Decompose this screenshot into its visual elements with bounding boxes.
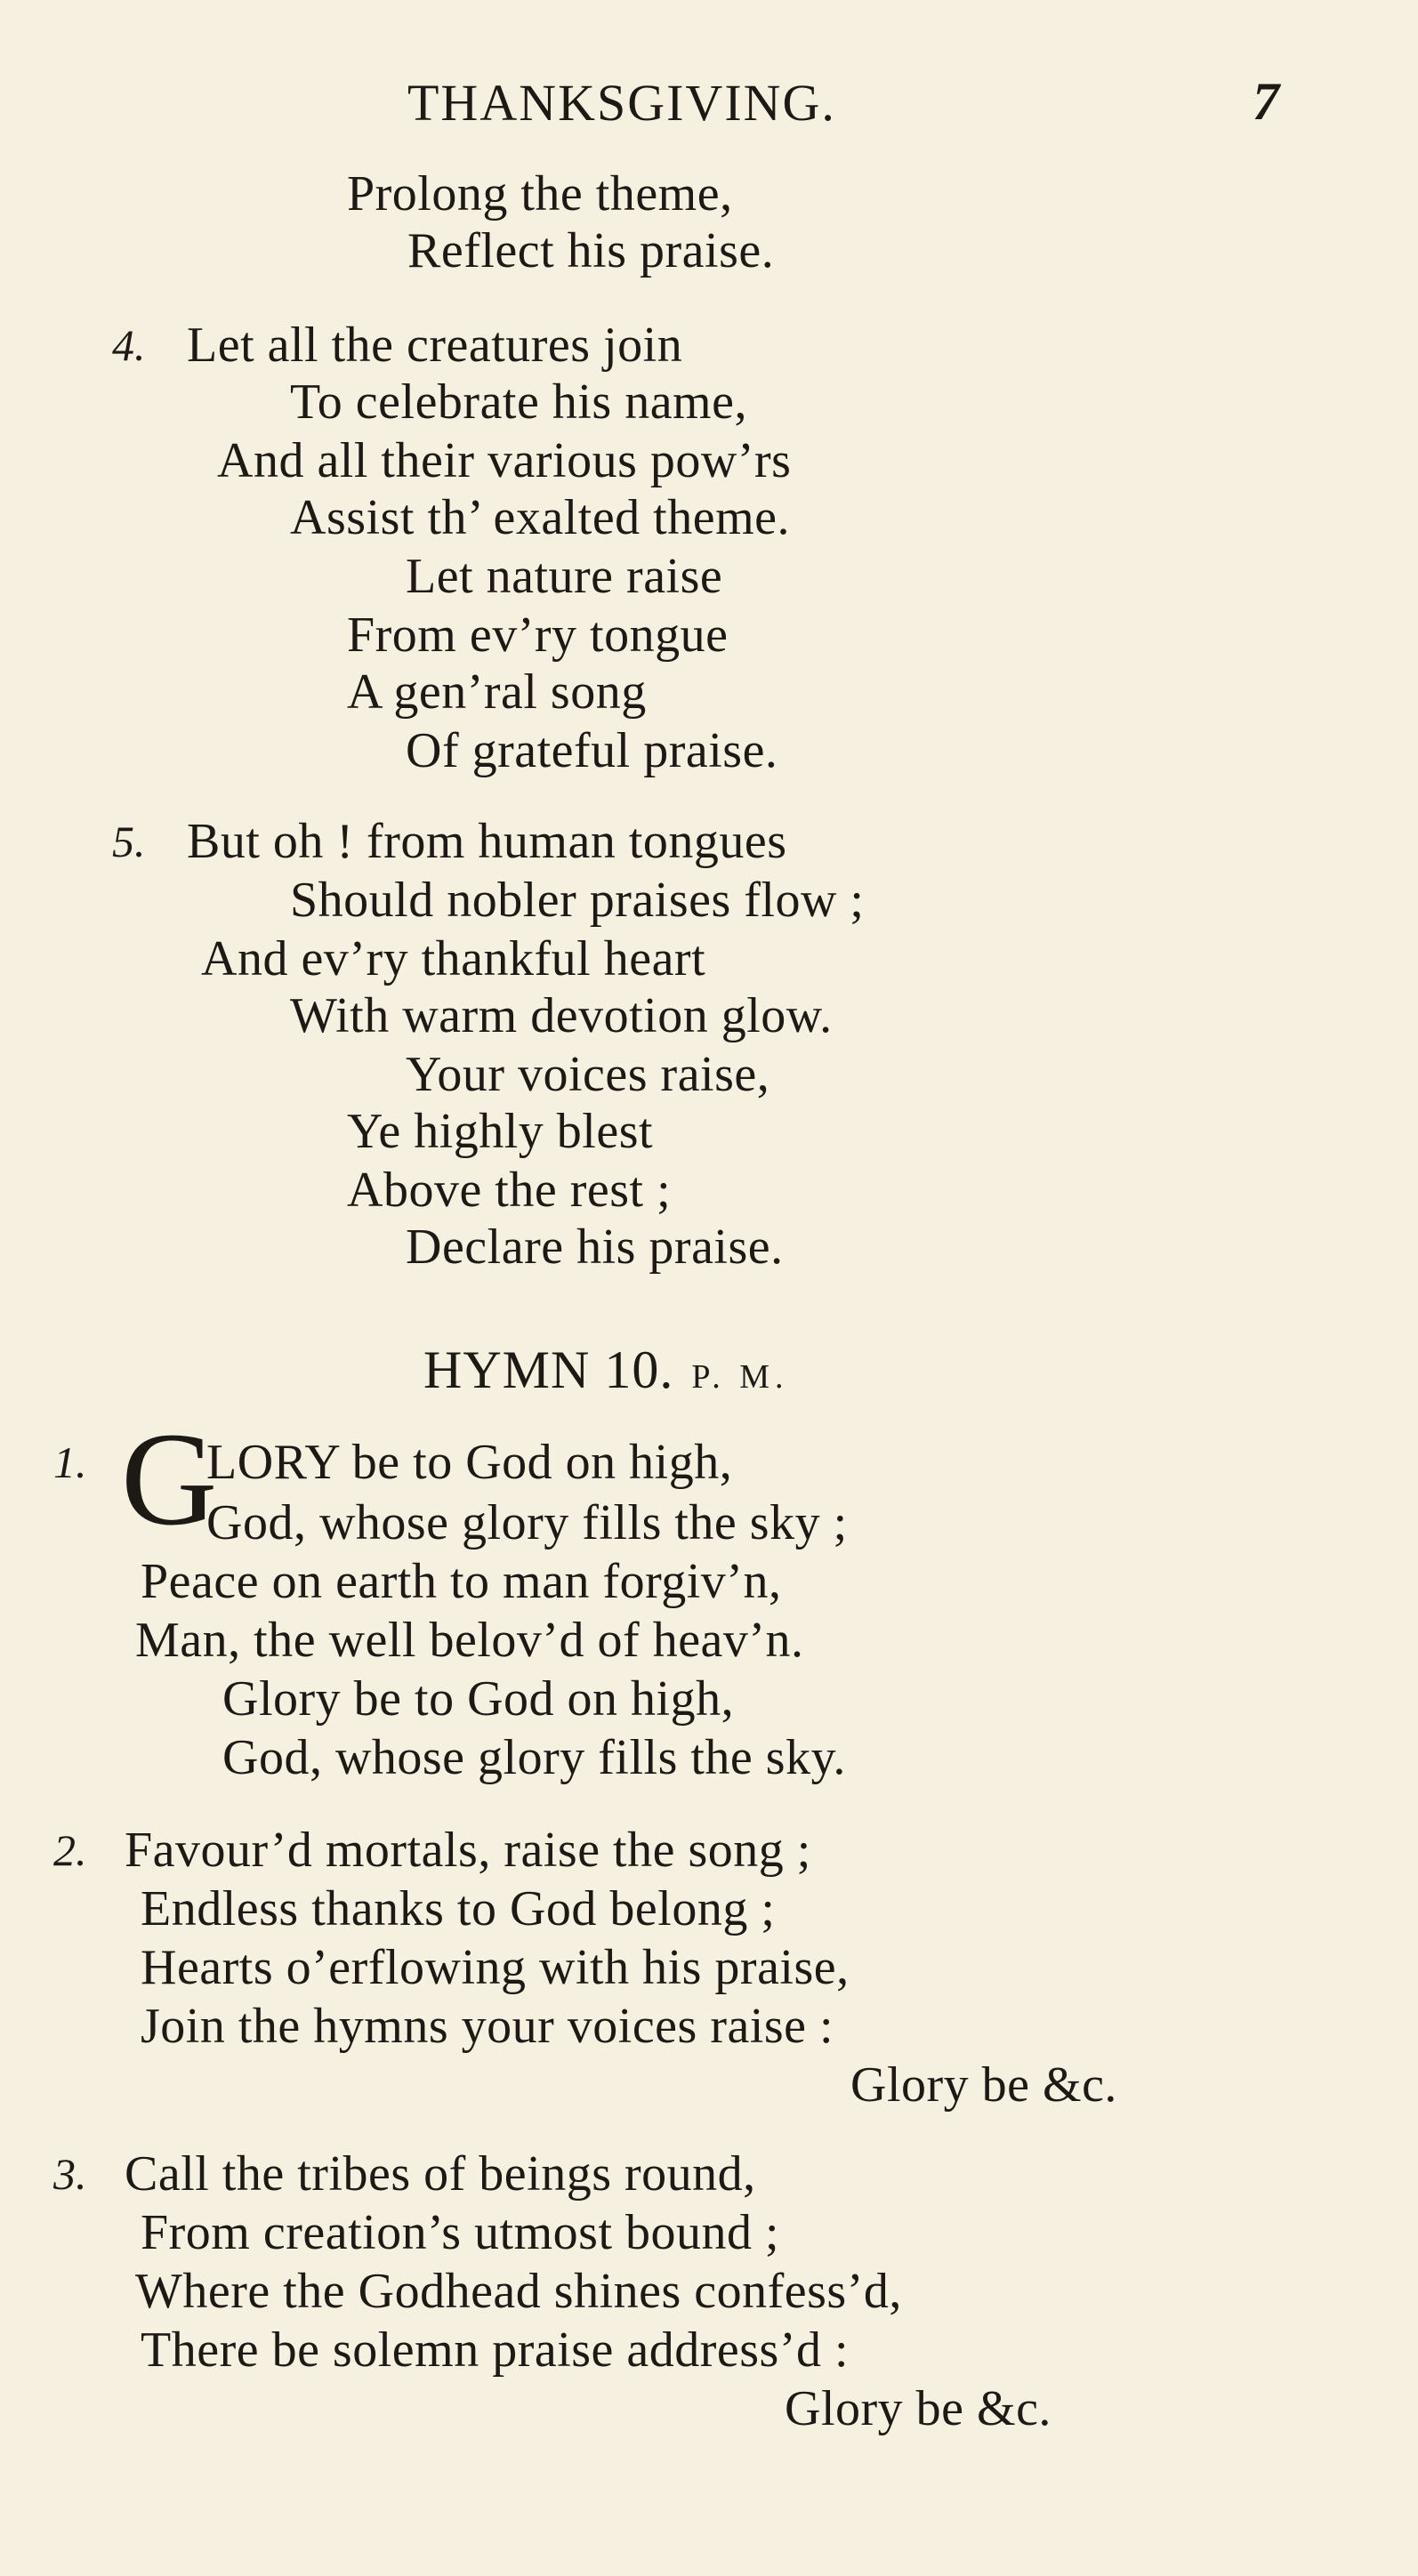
- verse-line: Let nature raise: [406, 549, 723, 604]
- verse-line: God, whose glory fills the sky.: [222, 1730, 846, 1785]
- verse-line: There be solemn praise address’d :: [141, 2322, 850, 2378]
- verse-line: Above the rest ;: [347, 1163, 672, 1218]
- verse-line: Should nobler praises flow ;: [290, 873, 865, 928]
- verse-line: But oh ! from human tongues: [187, 814, 787, 869]
- verse-line: Declare his praise.: [406, 1220, 784, 1275]
- verse-line: From creation’s utmost bound ;: [141, 2205, 780, 2260]
- verse-line: Call the tribes of beings round,: [125, 2146, 756, 2202]
- stanza-number: 2.: [53, 1825, 87, 1875]
- stanza-number: 3.: [53, 2149, 87, 2199]
- hymn-meter: P. M.: [691, 1358, 789, 1396]
- verse-line: And all their various pow’rs: [217, 433, 792, 488]
- page-number: 7: [1253, 72, 1279, 131]
- verse-line: Man, the well belov’d of heav’n.: [135, 1613, 804, 1668]
- stanza-number: 1.: [53, 1437, 87, 1487]
- verse-line: From ev’ry tongue: [347, 608, 729, 663]
- verse-line: Reflect his praise.: [407, 223, 775, 278]
- verse-line: Endless thanks to God belong ;: [141, 1881, 776, 1936]
- running-header: THANKSGIVING.: [407, 74, 836, 132]
- hymn-title-text: HYMN 10.: [423, 1340, 674, 1399]
- stanza-number: 5.: [112, 817, 146, 866]
- verse-line: With warm devotion glow.: [290, 988, 833, 1043]
- verse-line: To celebrate his name,: [290, 374, 747, 430]
- verse-line: Join the hymns your voices raise :: [141, 1999, 834, 2054]
- verse-line: Where the Godhead shines confess’d,: [135, 2264, 902, 2319]
- verse-line: Assist th’ exalted theme.: [290, 490, 790, 545]
- drop-cap: G: [121, 1405, 218, 1553]
- verse-line: Of grateful praise.: [406, 723, 778, 778]
- verse-line: A gen’ral song: [347, 664, 647, 720]
- verse-line: Your voices raise,: [406, 1047, 770, 1102]
- verse-line-refrain: Glory be &c.: [850, 2057, 1117, 2113]
- verse-line: Let all the creatures join: [187, 318, 683, 373]
- stanza-number: 4.: [112, 320, 146, 370]
- verse-line: Favour’d mortals, raise the song ;: [125, 1823, 811, 1878]
- verse-line: Glory be to God on high,: [222, 1671, 735, 1727]
- verse-line: LORY be to God on high,: [206, 1435, 733, 1490]
- verse-line: Peace on earth to man forgiv’n,: [141, 1554, 782, 1609]
- verse-line: God, whose glory fills the sky ;: [206, 1495, 848, 1550]
- verse-line: Hearts o’erflowing with his praise,: [141, 1940, 850, 1995]
- verse-line: Prolong the theme,: [347, 166, 733, 221]
- hymn-title: [423, 1341, 789, 1405]
- verse-line: And ev’ry thankful heart: [201, 931, 706, 986]
- verse-line-refrain: Glory be &c.: [785, 2381, 1051, 2436]
- verse-line: Ye highly blest: [347, 1104, 654, 1159]
